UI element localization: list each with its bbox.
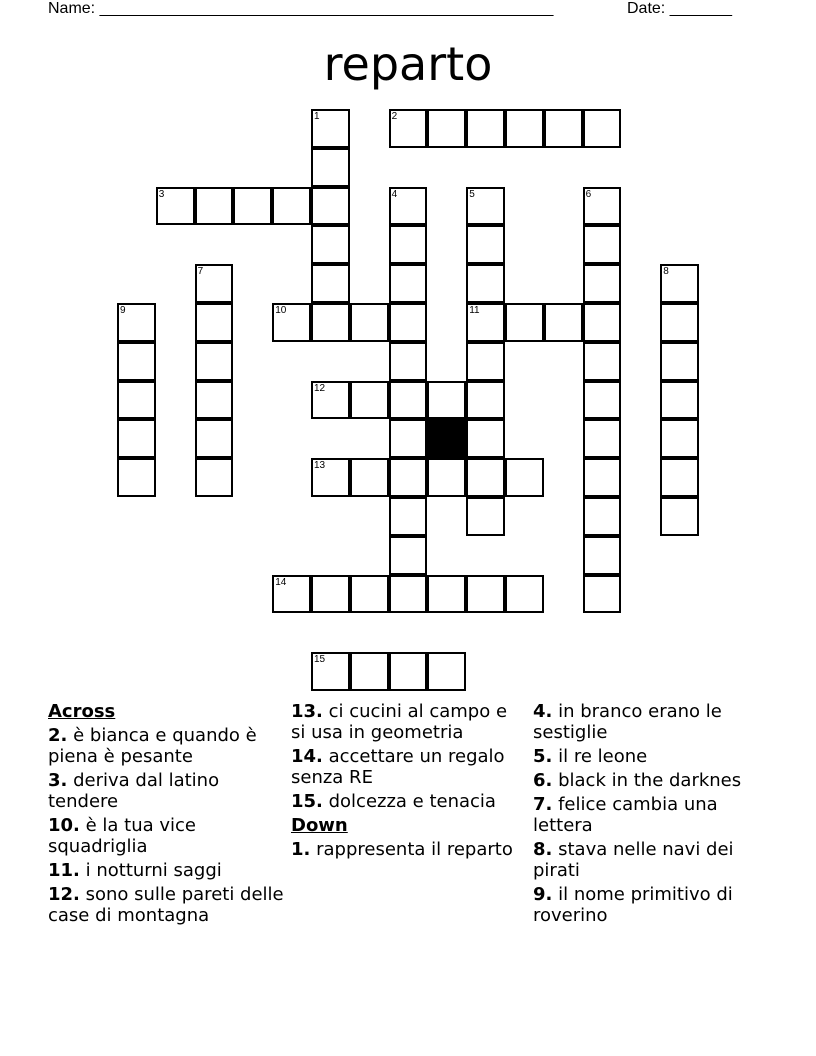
grid-cell[interactable] (505, 109, 544, 148)
clue-number-label: 11. (48, 860, 80, 881)
clue-number-label: 4. (533, 701, 553, 722)
clue (291, 839, 527, 860)
clue (533, 794, 769, 836)
clue-number: 1 (314, 111, 320, 122)
clue-text: accettare un regalo senza RE (291, 746, 505, 788)
clue-number-label: 6. (533, 770, 553, 791)
grid-cell[interactable] (427, 575, 466, 614)
grid-cell[interactable] (195, 303, 234, 342)
clue-number: 2 (391, 111, 398, 122)
clue-text: black in the darknes (552, 770, 742, 791)
clue (48, 884, 284, 926)
clue-text: i notturni saggi (79, 860, 222, 881)
clue-text: dolcezza e tenacia (322, 791, 496, 812)
grid-cell[interactable] (466, 187, 505, 226)
grid-cell[interactable] (389, 109, 428, 148)
clue-text: è bianca e quando è piena è pesante (48, 725, 257, 767)
grid-cell[interactable] (466, 225, 505, 264)
grid-cell[interactable] (427, 458, 466, 497)
grid-cell[interactable] (505, 458, 544, 497)
clue-number: 9 (120, 305, 126, 316)
grid-cell[interactable] (389, 575, 428, 614)
black-cell (427, 419, 466, 458)
grid-cell[interactable] (311, 225, 350, 264)
clue (48, 815, 284, 857)
grid-cell[interactable] (544, 109, 583, 148)
clue-number-label: 8. (533, 839, 553, 860)
grid-cell[interactable] (195, 419, 234, 458)
grid-cell[interactable] (583, 187, 622, 226)
grid-cell[interactable] (505, 575, 544, 614)
grid-cell[interactable] (272, 303, 311, 342)
clue-number: 11 (469, 305, 480, 316)
clue-number-label: 12. (48, 884, 80, 905)
clue-number: 4 (391, 188, 398, 200)
clue (291, 701, 527, 743)
clue-number: 15 (314, 654, 326, 666)
clue (291, 746, 527, 788)
puzzle-title: reparto (323, 37, 493, 91)
grid-cell[interactable] (466, 264, 505, 303)
grid-cell[interactable] (389, 652, 428, 691)
clue (533, 746, 769, 767)
clue-text: il nome primitivo di roverino (533, 884, 733, 926)
grid-cell[interactable] (311, 652, 350, 691)
grid-cell[interactable] (311, 264, 350, 303)
grid-cell[interactable] (583, 303, 622, 342)
grid-cell[interactable] (583, 575, 622, 614)
clue-number: 3 (158, 188, 165, 200)
clue-number-label: 9. (533, 884, 553, 905)
grid-cell[interactable] (350, 575, 389, 614)
grid-cell[interactable] (466, 575, 505, 614)
grid-cell[interactable] (660, 419, 699, 458)
grid-cell[interactable] (350, 303, 389, 342)
clue-number-label: 10. (48, 815, 80, 836)
grid-cell[interactable] (311, 575, 350, 614)
clue (533, 770, 769, 791)
grid-cell[interactable] (272, 575, 311, 614)
clue (533, 884, 769, 926)
grid-cell[interactable] (195, 381, 234, 420)
clue-number-label: 7. (533, 794, 553, 815)
grid-cell[interactable] (466, 109, 505, 148)
grid-cell[interactable] (583, 381, 622, 420)
date-field-label: Date: _______ (627, 0, 732, 17)
clue-number-label: 5. (533, 746, 553, 767)
grid-cell[interactable] (466, 342, 505, 381)
grid-cell[interactable] (583, 458, 622, 497)
clue-column-3 (533, 701, 769, 929)
grid-cell[interactable] (389, 187, 428, 226)
grid-cell[interactable] (660, 342, 699, 381)
clue-number-label: 15. (291, 791, 323, 812)
clue-text: il re leone (552, 746, 648, 767)
grid-cell[interactable] (583, 264, 622, 303)
grid-cell[interactable] (583, 497, 622, 536)
grid-cell[interactable] (427, 109, 466, 148)
grid-cell[interactable] (389, 225, 428, 264)
across-heading: Across (48, 701, 116, 722)
grid-cell[interactable] (389, 342, 428, 381)
clue-number-label: 3. (48, 770, 68, 791)
grid-cell[interactable] (660, 497, 699, 536)
clue-text: felice cambia una lettera (533, 794, 718, 836)
clue-number: 12 (314, 382, 326, 394)
clue-text: in branco erano le sestiglie (533, 701, 722, 743)
grid-cell[interactable] (195, 458, 234, 497)
grid-cell[interactable] (350, 458, 389, 497)
clue-column-2 (291, 701, 527, 863)
name-field-label: Name: ___________________________________________________ (48, 0, 554, 17)
grid-cell[interactable] (660, 381, 699, 420)
grid-cell[interactable] (583, 225, 622, 264)
grid-cell[interactable] (466, 381, 505, 420)
grid-cell[interactable] (466, 419, 505, 458)
grid-cell[interactable] (389, 497, 428, 536)
clue (291, 791, 527, 812)
clue-column-1 (48, 701, 284, 929)
grid-cell[interactable] (505, 303, 544, 342)
grid-cell[interactable] (195, 187, 234, 226)
clue-number: 10 (275, 305, 287, 316)
grid-cell[interactable] (583, 419, 622, 458)
clue-number: 8 (663, 266, 669, 278)
clue-number-label: 2. (48, 725, 68, 746)
clue-text: ci cucini al campo e si usa in geometria (291, 701, 508, 743)
grid-cell[interactable] (389, 303, 428, 342)
clue (48, 860, 284, 881)
grid-cell[interactable] (660, 458, 699, 497)
clue-text: stava nelle navi dei pirati (533, 839, 734, 881)
grid-cell[interactable] (117, 303, 156, 342)
grid-cell[interactable] (117, 342, 156, 381)
clue-number: 5 (469, 188, 475, 200)
clue-number: 6 (585, 188, 592, 200)
grid-cell[interactable] (389, 419, 428, 458)
grid-cell[interactable] (466, 497, 505, 536)
grid-cell[interactable] (466, 458, 505, 497)
clue (533, 701, 769, 743)
grid-cell[interactable] (350, 652, 389, 691)
grid-cell[interactable] (389, 458, 428, 497)
grid-cell[interactable] (195, 264, 234, 303)
grid-cell[interactable] (389, 264, 428, 303)
down-heading: Down (291, 815, 348, 836)
grid-cell[interactable] (389, 536, 428, 575)
grid-cell[interactable] (195, 342, 234, 381)
clue-number-label: 1. (291, 839, 311, 860)
grid-cell[interactable] (117, 458, 156, 497)
clue (48, 725, 284, 767)
clue-number-label: 13. (291, 701, 323, 722)
grid-cell[interactable] (311, 187, 350, 226)
grid-cell[interactable] (660, 264, 699, 303)
grid-cell[interactable] (389, 381, 428, 420)
grid-cell[interactable] (427, 652, 466, 691)
grid-cell[interactable] (427, 381, 466, 420)
clue (48, 770, 284, 812)
grid-cell[interactable] (583, 109, 622, 148)
clue-text: sono sulle pareti delle case di montagna (48, 884, 284, 926)
grid-cell[interactable] (311, 381, 350, 420)
grid-cell[interactable] (272, 187, 311, 226)
grid-cell[interactable] (311, 458, 350, 497)
grid-cell[interactable] (583, 342, 622, 381)
clue (533, 839, 769, 881)
clue-number: 7 (197, 266, 204, 278)
grid-cell[interactable] (311, 109, 350, 148)
grid-cell[interactable] (583, 536, 622, 575)
grid-cell[interactable] (660, 303, 699, 342)
clue-text: deriva dal latino tendere (48, 770, 220, 812)
clue-number-label: 14. (291, 746, 323, 767)
grid-cell[interactable] (233, 187, 272, 226)
clue-number: 14 (275, 576, 287, 588)
grid-cell[interactable] (117, 419, 156, 458)
clue-text: è la tua vice squadriglia (48, 815, 197, 857)
grid-cell[interactable] (156, 187, 195, 226)
clue-number: 13 (314, 460, 326, 472)
grid-cell[interactable] (466, 303, 505, 342)
grid-cell[interactable] (311, 148, 350, 187)
grid-cell[interactable] (544, 303, 583, 342)
grid-cell[interactable] (117, 381, 156, 420)
grid-cell[interactable] (311, 303, 350, 342)
grid-cell[interactable] (350, 381, 389, 420)
clue-text: rappresenta il reparto (310, 839, 513, 860)
